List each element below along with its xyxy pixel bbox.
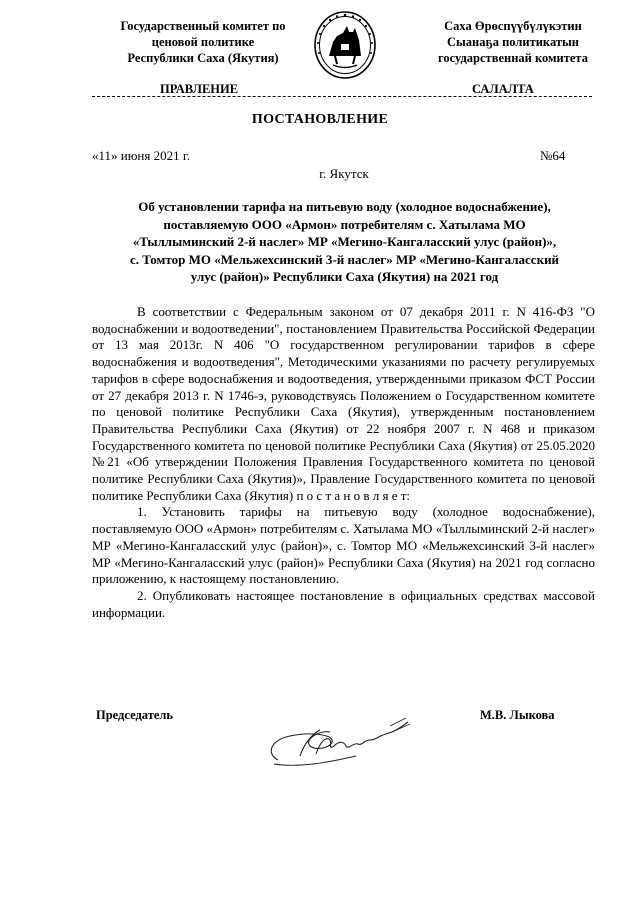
title-line: с. Томтор МО «Мельжехсинский 3-й наслег» МР «Мегино-Кангаласский — [129, 251, 560, 267]
handwritten-signature — [260, 710, 430, 774]
body-paragraph-preamble: В соответствии с Федеральным законом от 07 декабря 2011 г. N 416-ФЗ "О водоснабжении и водоотведении", постановлением Правительства Российской Федерации от 13 мая 2013г. N 406 "О государственном регулировании тарифов в сфере водоснабжения и водоотведения", Методическими указаниями по расчету регулируемых тарифов в сфере водоснабжения и водоотведения, утвержденными приказом ФСТ России от 27 декабря 2013 г. N 1746-э, руководствуясь Положением о Государственном комитете по ценовой политике Республики Саха (Якутия), утвержденным постановлением Правительства Республики Саха (Якутия) от 22 ноября 2007 г. N 468 и приказом Государственного комитета по ценовой политике Республики Саха (Якутия) от 25.05.2020 №21 «Об утверждении Положения Правления Государственного комитета по ценовой политике Республики Саха (Якутия)», Правление Государственного комитета по ценовой политике Республики Саха (Якутия) п о с т а н о в л я е т: — [92, 304, 595, 503]
header-right-line: Сыанаҕа политикатын — [447, 35, 579, 49]
document-city: г. Якутск — [319, 166, 369, 181]
title-line: поставляемую ООО «Армон» потребителям с. Хатылама МО — [163, 216, 526, 232]
header-left-org-name — [88, 18, 318, 66]
header-divider — [92, 96, 592, 103]
coat-of-arms-emblem-icon — [313, 8, 377, 80]
signatory-role: Председатель — [96, 708, 174, 722]
body-paragraph-item-2: 2. Опубликовать настоящее постановление в официальных средствах массовой информации. — [92, 587, 595, 620]
title-line: «Тыллыминский 2-й наслег» МР «Мегино-Кангаласский улус (район)», — [132, 234, 557, 249]
header-left-line: Республики Саха (Якутия) — [127, 51, 279, 65]
document-type-heading: ПОСТАНОВЛЕНИЕ — [251, 112, 389, 127]
header-right-line: Саха Өрөспүүбүлүкэтин — [444, 19, 582, 33]
board-label-ru: ПРАВЛЕНИЕ — [160, 82, 239, 96]
document-date: «11» июня 2021 г. — [92, 148, 190, 163]
header-left-line: ценовой политике — [151, 35, 255, 49]
header-right-org-name — [398, 18, 628, 66]
board-label-sakha: САЛАЛТА — [472, 82, 534, 96]
document-number: №64 — [540, 148, 566, 163]
document-title — [92, 198, 597, 286]
title-line: Об установлении тарифа на питьевую воду (холодное водоснабжение), — [138, 199, 551, 214]
signatory-name: М.В. Лыкова — [480, 708, 555, 722]
header-right-line: государственнай комитета — [438, 51, 588, 65]
header-left-line: Государственный комитет по — [120, 19, 286, 33]
document-body — [92, 304, 595, 621]
title-line: улус (район)» Республики Саха (Якутия) на 2021 год — [190, 269, 499, 284]
body-paragraph-item-1: 1. Установить тарифы на питьевую воду (холодное водоснабжение), поставляемую ООО «Армон» потребителям с. Хатылама МО «Тыллыминский 2-й наслег» МР «Мегино-Кангаласский улус (район)», с. Томтор МО «Мельжехсинский 3-й наслег» МР «Мегино-Кангаласский улус (район)» Республики Саха (Якутия) на 2021 год согласно приложению, к настоящему постановлению. — [92, 504, 595, 587]
